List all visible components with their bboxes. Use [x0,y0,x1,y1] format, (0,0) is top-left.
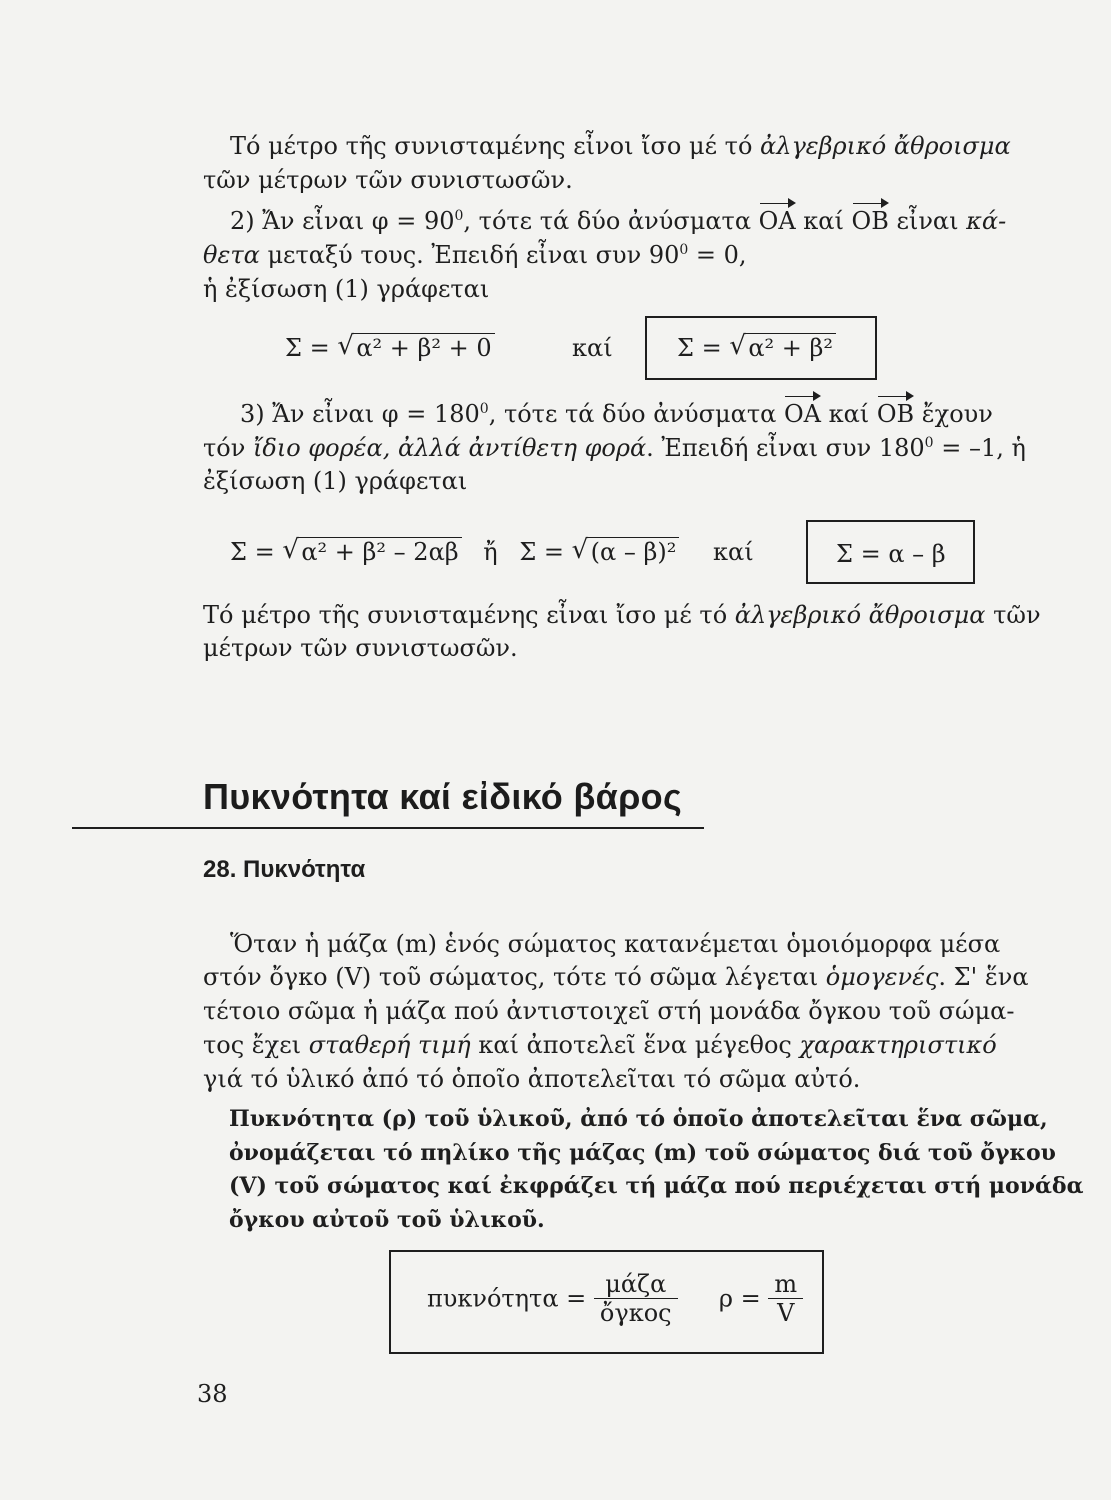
definition-line-3: (V) τοῦ σώματος καί ἐκφράζει τή μάζα πού περιέχεται στή μονάδα [229,1173,1084,1199]
case-3-line-2: τόν ἴδιο φορέα, ἀλλά ἀντίθετη φορά. Ἐπειδή εἶναι συν $180^0 = -1$, ἡ [203,434,1026,462]
equation-antiparallel: Σ = √ α² + β² – 2αβ ἤ Σ = √ (α – β)² καί [230,538,754,566]
square-root: √ α² + β² + 0 [337,334,494,362]
case-2-line-3: ἡ ἐξίσωση (1) γράφεται [203,275,490,303]
paragraph-algebraic-sum: Τό μέτρο τῆς συνισταμένης εἶναι ἴσο μέ τό ἀλγεβρικό ἄθροισμα τῶν [203,601,1041,629]
vector-oa: ΟΑ [783,400,821,428]
square-root: √ α² + β² [729,334,836,362]
section-divider [72,827,704,829]
fraction-mass-volume: $\frac{\text{μάζα}}{\text{ὄγκος}}$ [594,1270,678,1327]
density-intro-line-5: γιά τό ὑλικό ἀπό τό ὁποῖο ἀποτελεῖται τό σῶμα αὐτό. [203,1065,861,1093]
square-root: √ (α – β)² [572,538,680,566]
definition-line-4: ὄγκου αὐτοῦ τοῦ ὑλικοῦ. [229,1207,545,1233]
density-intro-line-2: στόν ὄγκο (V) τοῦ σώματος, τότε τό σῶμα λέγεται ὁμογενές. Σ' ἕνα [203,963,1029,991]
density-intro-line-4: τος ἔχει σταθερή τιμή καί ἀποτελεῖ ἕνα μέγεθος χαρακτηριστικό [203,1031,997,1059]
density-formula-box [389,1250,824,1354]
case-2-line-2: θετα μεταξύ τους. Ἐπειδή εἶναι συν $90^0 = 0$, [203,241,747,269]
case-3-line-3: ἐξίσωση (1) γράφεται [203,467,468,495]
density-formula: πυκνότητα = $\frac{\text{μάζα}}{\text{ὄγκος}}$ ρ = $\frac{m}{V}$ [427,1270,803,1327]
case-3-line-1: 3) Ἄν εἶναι $\varphi = 180^0$, τότε τά δύο ἀνύσματα ΟΑ καί ΟΒ ἔχουν [240,400,993,428]
vector-ob: ΟΒ [851,207,889,235]
boxed-result-perpendicular: Σ = √ α² + β² [645,316,877,380]
paragraph-resultant-sum: Τό μέτρο τῆς συνισταμένης εἶνοι ἴσο μέ τό ἀλγεβρικό ἄθροισμα [230,132,1011,160]
subsection-title: 28. Πυκνότητα [203,856,366,883]
section-title: Πυκνότητα καί εἰδικό βάρος [203,776,682,817]
page-number: 38 [197,1380,228,1408]
paragraph-line: μέτρων τῶν συνιστωσῶν. [203,634,518,662]
paragraph-line: τῶν μέτρων τῶν συνιστωσῶν. [203,166,573,194]
density-intro-line-3: τέτοιο σῶμα ἡ μάζα πού ἀντιστοιχεῖ στή μονάδα ὄγκου τοῦ σώμα- [203,997,1015,1025]
vector-ob: ΟΒ [876,400,915,428]
vector-oa: ΟΑ [758,207,796,235]
equation-conjunction: καί [572,334,613,362]
square-root: √ α² + β² – 2αβ [282,538,461,566]
boxed-result-antiparallel: Σ = α – β [806,520,975,584]
definition-line-1: Πυκνότητα (ρ) τοῦ ὑλικοῦ, ἀπό τό ὁποῖο ἀποτελεῖται ἕνα σῶμα, [229,1106,1048,1132]
equation-perpendicular: Σ = √ α² + β² + 0 [285,334,495,362]
density-intro-line-1: Ὅταν ἡ μάζα (m) ἑνός σώματος κατανέμεται ὁμοιόμορφα μέσα [230,930,1001,958]
fraction-m-v: $\frac{m}{V}$ [768,1270,803,1327]
definition-line-2: ὀνομάζεται τό πηλίκο τῆς μάζας (m) τοῦ σώματος διά τοῦ ὄγκου [229,1140,1056,1166]
case-2-line-1: 2) Ἄν εἶναι $\varphi = 90^0$, τότε τά δύο ἀνύσματα ΟΑ καί ΟΒ εἶναι κά- [230,207,1007,235]
